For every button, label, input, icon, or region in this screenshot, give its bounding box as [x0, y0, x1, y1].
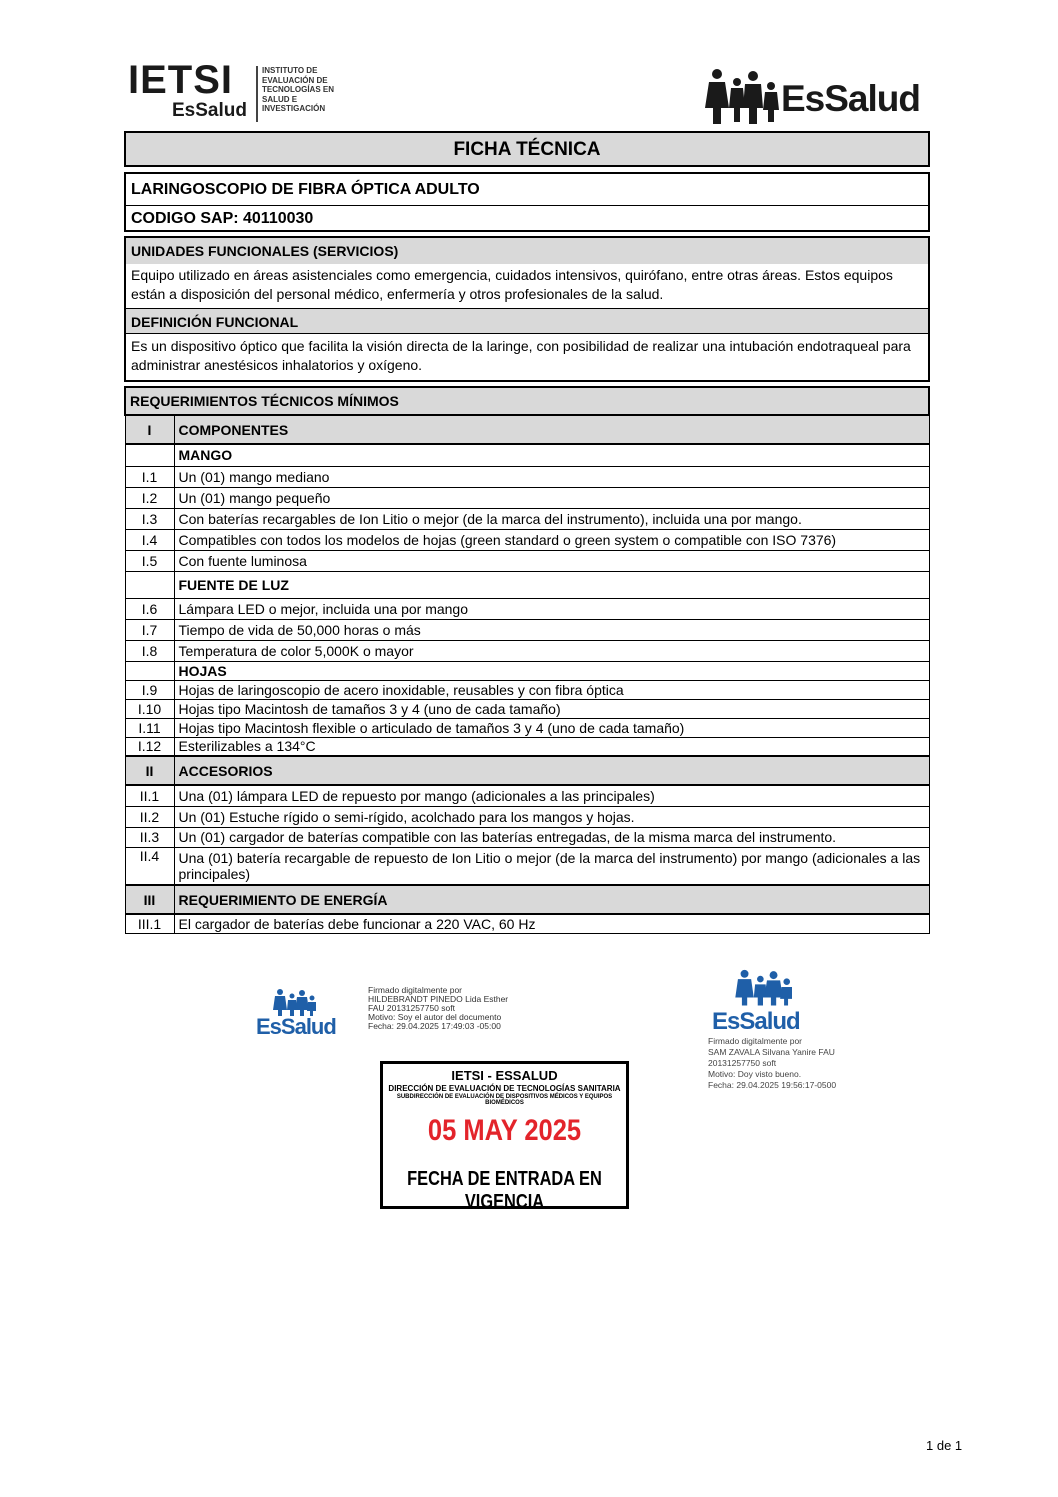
- item-text: El cargador de baterías debe funcionar a 220 VAC, 60 Hz: [174, 914, 929, 933]
- essalud-wordmark: EsSalud: [256, 1014, 336, 1039]
- table-row: [125, 466, 929, 487]
- units-heading: UNIDADES FUNCIONALES (SERVICIOS): [126, 238, 928, 264]
- page-title: FICHA TÉCNICA: [124, 131, 930, 167]
- item-number: I.4: [125, 529, 174, 550]
- item-number: II.4: [125, 847, 174, 885]
- item-number: II.2: [125, 806, 174, 827]
- stamp-subdirection: SUBDIRECCIÓN DE EVALUACIÓN DE DISPOSITIVOS MÉDICOS Y EQUIPOS BIOMÉDICOS: [396, 1094, 613, 1106]
- essalud-wordmark: EsSalud: [781, 78, 920, 119]
- group-title: FUENTE DE LUZ: [174, 571, 929, 598]
- item-text: Hojas tipo Macintosh de tamaños 3 y 4 (uno de cada tamaño): [174, 699, 929, 718]
- units-text: Equipo utilizado en áreas asistenciales como emergencia, cuidados intensivos, quirófano, entre otras áreas. Estos equipos están a disposición del personal médico, enfermería y otros profesionales de la salud.: [131, 267, 893, 302]
- section-title: ACCESORIOS: [174, 756, 929, 785]
- signature-line: HILDEBRANDT PINEDO Lida Esther: [368, 994, 509, 1004]
- item-number: III.1: [125, 914, 174, 933]
- section-title: REQUERIMIENTO DE ENERGÍA: [174, 885, 929, 914]
- page-number: 1 de 1: [926, 1438, 963, 1453]
- item-number: I.8: [125, 640, 174, 661]
- definition-text: Es un dispositivo óptico que facilita la visión directa de la laringe, con posibilidad de realizar una intubación endotraqueal para administrar anestésicos inhalatorios y oxígeno.: [131, 338, 911, 373]
- table-row: [125, 487, 929, 508]
- item-text: Un (01) mango mediano: [174, 466, 929, 487]
- signature-logo-right: [712, 968, 812, 1034]
- product-box: [124, 172, 930, 232]
- stamp-direction: DIRECCIÓN DE EVALUACIÓN DE TECNOLOGÍAS SANITARIA: [388, 1084, 621, 1093]
- logo-divider: [256, 66, 258, 122]
- item-number: I.5: [125, 550, 174, 571]
- ietsi-logo-tagline: INSTITUTO DE EVALUACIÓN DE TECNOLOGÍAS EN SALUD E INVESTIGACIÓN: [262, 66, 335, 113]
- stamp-label: FECHA DE ENTRADA EN VIGENCIA: [407, 1168, 602, 1213]
- stamp-date: 05 MAY 2025: [427, 1114, 582, 1147]
- signature-line: FAU 20131257750 soft: [368, 1003, 455, 1013]
- essalud-header-logo: [703, 68, 933, 128]
- item-number: I.11: [125, 718, 174, 737]
- group-row: [125, 571, 929, 598]
- section-title: COMPONENTES: [174, 415, 929, 444]
- signature-text-left: [368, 986, 538, 1031]
- table-row: [125, 699, 929, 718]
- signature-line: Motivo: Soy el autor del documento: [368, 1012, 502, 1022]
- product-name: LARINGOSCOPIO DE FIBRA ÓPTICA ADULTO: [131, 181, 480, 198]
- family-figures-icon: [272, 988, 316, 1016]
- table-row: [125, 508, 929, 529]
- table-row: [125, 619, 929, 640]
- item-text: Lámpara LED o mejor, incluida una por mango: [174, 598, 929, 619]
- section-row: [125, 415, 929, 444]
- item-text: Hojas de laringoscopio de acero inoxidable, reusables y con fibra óptica: [174, 680, 929, 699]
- item-number: II.1: [125, 785, 174, 806]
- item-text: Un (01) cargador de baterías compatible con las baterías entregadas, de la misma marca del instrumento.: [174, 827, 929, 847]
- group-title: MANGO: [174, 444, 929, 466]
- product-divider: [126, 205, 928, 206]
- ietsi-logo-sub: EsSalud: [172, 100, 247, 121]
- group-row: [125, 661, 929, 680]
- units-definition-box: [124, 236, 930, 382]
- item-text: Esterilizables a 134°C: [174, 737, 929, 756]
- table-row: [125, 529, 929, 550]
- table-row: [125, 827, 929, 847]
- signature-logo-left: [256, 988, 336, 1042]
- table-row: [125, 737, 929, 756]
- item-text: Un (01) mango pequeño: [174, 487, 929, 508]
- ietsi-logo-main: IETSI: [128, 58, 234, 102]
- table-row: [125, 598, 929, 619]
- table-row: [125, 640, 929, 661]
- item-text: Tiempo de vida de 50,000 horas o más: [174, 619, 929, 640]
- item-number: I.6: [125, 598, 174, 619]
- item-number: I.10: [125, 699, 174, 718]
- item-number: I.1: [125, 466, 174, 487]
- item-number: I.12: [125, 737, 174, 756]
- item-text: Una (01) batería recargable de repuesto de Ion Litio o mejor (de la marca del instrumento) por mango (adicionales a las principales): [174, 847, 929, 885]
- section-row: [125, 885, 929, 914]
- item-text: Temperatura de color 5,000K o mayor: [174, 640, 929, 661]
- group-row: [125, 444, 929, 466]
- signature-text-right: [708, 1036, 868, 1091]
- item-number: I.7: [125, 619, 174, 640]
- requirements-heading: REQUERIMIENTOS TÉCNICOS MÍNIMOS: [125, 387, 929, 415]
- requirements-table: [124, 386, 930, 934]
- requirements-heading-row: [125, 387, 929, 415]
- table-row: [125, 914, 929, 933]
- table-row: [125, 785, 929, 806]
- ietsi-logo: [128, 58, 348, 124]
- stamp-org: IETSI - ESSALUD: [451, 1068, 558, 1083]
- item-text: Un (01) Estuche rígido o semi-rígido, acolchado para los mangos y hojas.: [174, 806, 929, 827]
- section-number: II: [125, 756, 174, 785]
- item-number: I.9: [125, 680, 174, 699]
- definition-heading: DEFINICIÓN FUNCIONAL: [126, 308, 928, 334]
- signature-line: Motivo: Doy visto bueno.: [708, 1069, 802, 1079]
- item-number: I.3: [125, 508, 174, 529]
- family-figures-icon: [703, 68, 781, 124]
- family-figures-icon: [734, 968, 792, 1006]
- table-row: [125, 718, 929, 737]
- signature-line: SAM ZAVALA Silvana Yanire FAU: [708, 1047, 835, 1057]
- product-code: CODIGO SAP: 40110030: [131, 210, 314, 227]
- item-number: II.3: [125, 827, 174, 847]
- section-row: [125, 756, 929, 785]
- signature-line: Fecha: 29.04.2025 19:56:17-0500: [708, 1080, 837, 1090]
- item-text: Con baterías recargables de Ion Litio o mejor (de la marca del instrumento), incluida una por mango.: [174, 508, 929, 529]
- item-number: I.2: [125, 487, 174, 508]
- section-number: I: [125, 415, 174, 444]
- signature-line: Firmado digitalmente por: [708, 1036, 803, 1046]
- essalud-wordmark: EsSalud: [712, 1008, 800, 1035]
- table-row: [125, 680, 929, 699]
- table-row: [125, 806, 929, 827]
- table-row: [125, 550, 929, 571]
- section-number: III: [125, 885, 174, 914]
- signature-line: Fecha: 29.04.2025 17:49:03 -05:00: [368, 1021, 501, 1031]
- group-title: HOJAS: [174, 661, 929, 680]
- item-text: Con fuente luminosa: [174, 550, 929, 571]
- signature-line: 20131257750 soft: [708, 1058, 777, 1068]
- validity-stamp: [380, 1061, 629, 1213]
- table-row: [125, 847, 929, 885]
- item-text: Compatibles con todos los modelos de hojas (green standard o green system o compatible con ISO 7376): [174, 529, 929, 550]
- signature-line: Firmado digitalmente por: [368, 985, 463, 995]
- item-text: Hojas tipo Macintosh flexible o articulado de tamaños 3 y 4 (uno de cada tamaño): [174, 718, 929, 737]
- item-text: Una (01) lámpara LED de repuesto por mango (adicionales a las principales): [174, 785, 929, 806]
